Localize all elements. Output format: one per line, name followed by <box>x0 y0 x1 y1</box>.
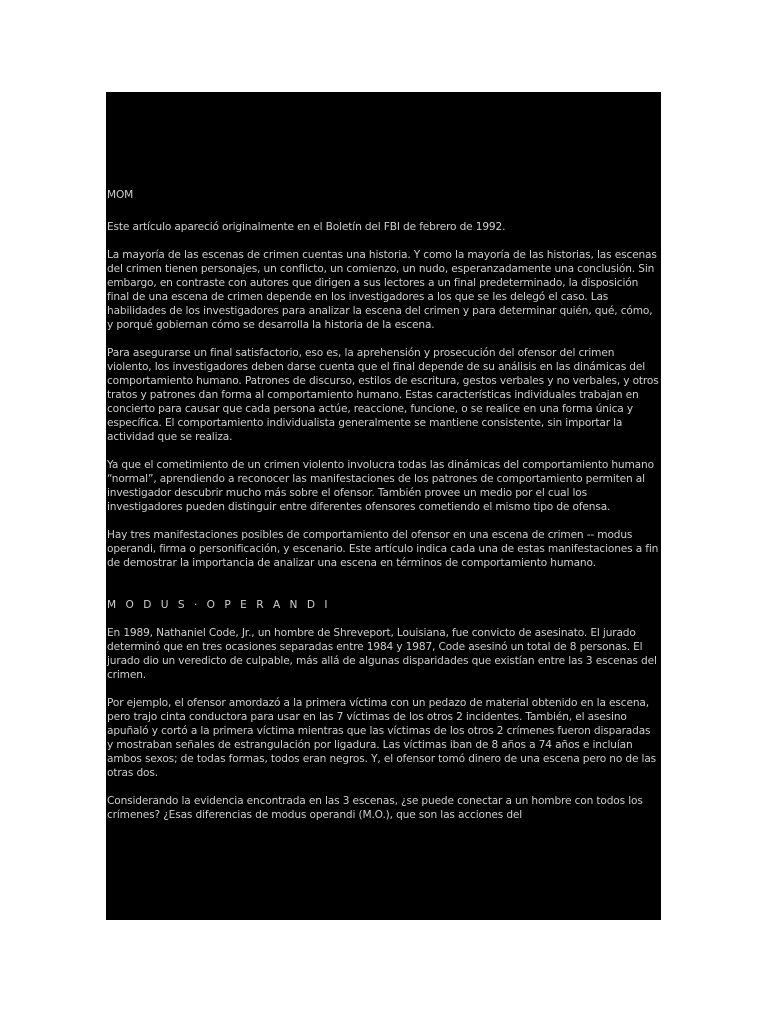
document-header: MOM <box>107 189 134 201</box>
paragraph: La mayoría de las escenas de crimen cuentas una historia. Y como la mayoría de las historias, las escenas del crimen tienen personajes, un conflicto, un comienzo, un nudo, esperanzadamente una conclusión. Sin embargo, en contraste con autores que dirigen a sus lectores a un final predeterminado, la disposición final de una escena de crimen depende en los investigadores a los que se les delegó el caso. Las habilidades de los investigadores para analizar la escena del crimen y para determinar quién, qué, cómo, y porqué gobiernan cómo se desarrolla la historia de la escena. <box>107 249 657 331</box>
section-title: M O D U S · O P E R A N D I <box>107 599 331 611</box>
intro-note: Este artículo apareció originalmente en el Boletín del FBI de febrero de 1992. <box>107 221 506 233</box>
paragraph: Hay tres manifestaciones posibles de comportamiento del ofensor en una escena de crimen -- modus operandi, firma o personificación, y escenario. Este artículo indica cada una de estas manifestaciones a fin de demostrar la importancia de analizar una escena en términos de comportamiento humano. <box>107 529 659 569</box>
document-page <box>106 92 661 920</box>
document-content <box>107 188 659 836</box>
paragraph: Por ejemplo, el ofensor amordazó a la primera víctima con un pedazo de material obtenido en la escena, pero trajo cinta conductora para usar en las 7 víctimas de los otros 2 incidentes. También, el asesino apuñaló y cortó a la primera víctima mientras que las víctimas de los otros 2 crímenes fueron disparadas y mostraban señales de estrangulación por ligadura. Las víctimas iban de 8 años a 74 años e incluían ambos sexos; de todas formas, todos eran negros. Y, el ofensor tomó dinero de una escena pero no de las otras dos. <box>107 697 657 779</box>
paragraph: Ya que el cometimiento de un crimen violento involucra todas las dinámicas del comportamiento humano “normal”, aprendiendo a reconocer las manifestaciones de los patrones de comportamiento permiten al investigador descubrir mucho más sobre el ofensor. También provee un medio por el cual los investigadores pueden distinguir entre diferentes ofensores cometiendo el mismo tipo de ofensa. <box>107 459 654 513</box>
paragraph: En 1989, Nathaniel Code, Jr., un hombre de Shreveport, Louisiana, fue convicto de asesinato. El jurado determinó que en tres ocasiones separadas entre 1984 y 1987, Code asesinó un total de 8 personas. El jurado dio un veredicto de culpable, más allá de algunas disparidades que existían entre las 3 escenas del crimen. <box>107 627 657 681</box>
paragraph: Para asegurarse un final satisfactorio, eso es, la aprehensión y prosecución del ofensor del crimen violento, los investigadores deben darse cuenta que el final depende de su análisis en las dinámicas del comportamiento humano. Patrones de discurso, estilos de escritura, gestos verbales y no verbales, y otros tratos y patrones dan forma al comportamiento humano. Estas características individuales trabajan en concierto para causar que cada persona actúe, reaccione, funcione, o se realice en una forma única y específica. El comportamiento individualista generalmente se mantiene consistente, sin importar la actividad que se realiza. <box>107 347 659 443</box>
paragraph: Considerando la evidencia encontrada en las 3 escenas, ¿se puede conectar a un hombre con todos los crímenes? ¿Esas diferencias de modus operandi (M.O.), que son las acciones del <box>107 795 643 821</box>
